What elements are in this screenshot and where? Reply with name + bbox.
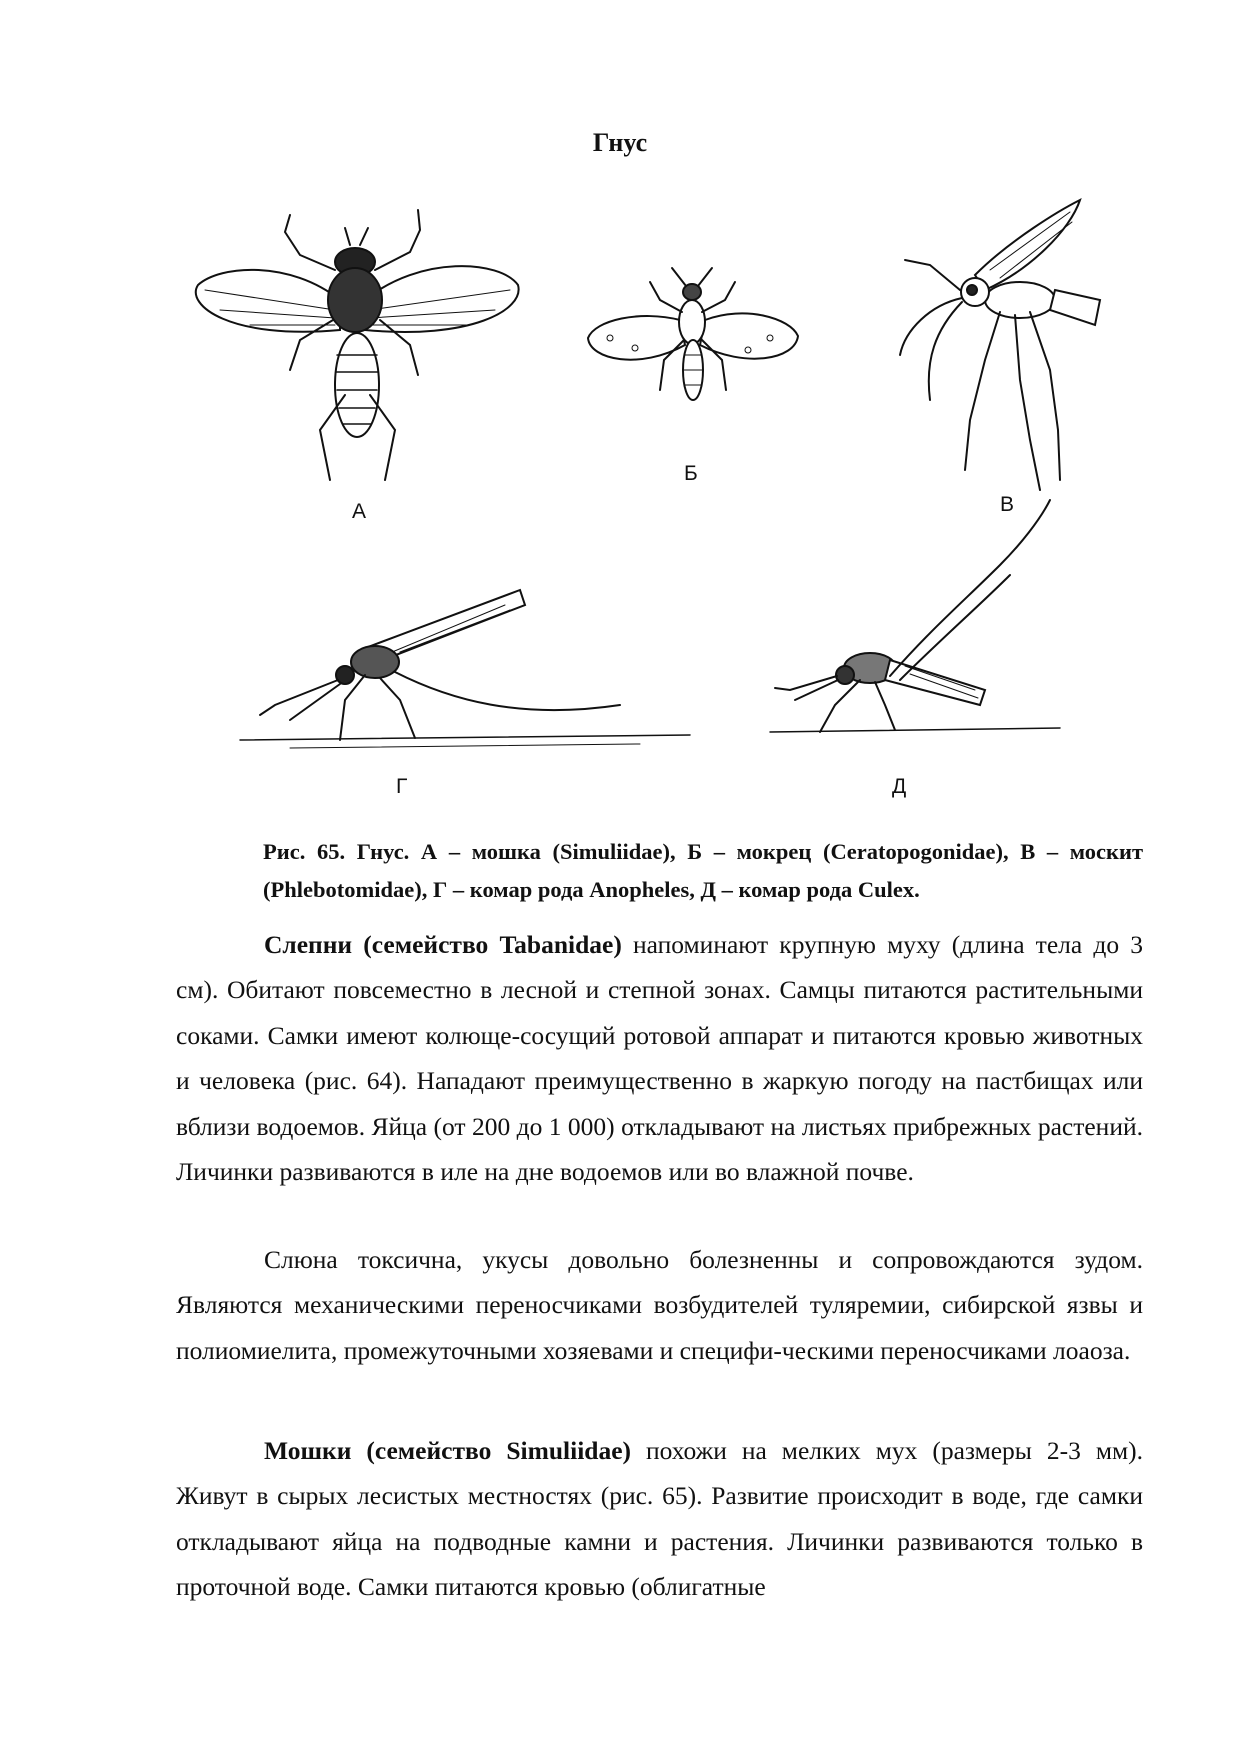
insect-d-drawing <box>770 500 1060 732</box>
figure-label-v: В <box>1000 493 1015 516</box>
paragraph-text: похожи на мелких мух (размеры 2-3 мм). Живут в сырых лесистых местностях (рис. 65). Развитие происходит в воде, где самки откладывают яйца на подводные камни и растения. Личинки развиваются только в проточной воде. Самки питаются кровью (облигатные <box>176 1436 1144 1602</box>
paragraph-saliva <box>176 1237 1143 1373</box>
insect-g-drawing <box>240 590 690 748</box>
paragraph-text: напоминают крупную муху (длина тела до 3 см). Обитают повсеместно в лесной и степной зонах. Самцы питаются растительными соками. Самки имеют колюще-сосущий ротовой аппарат и питаются кровью животных и человека (рис. 64). Нападают преимущественно в жаркую погоду на пастбищах или вблизи водоемов. Яйца (от 200 до 1 000) откладывают на листьях прибрежных растений. Личинки развиваются в иле на дне водоемов или во влажной почве. <box>176 930 1143 1187</box>
insect-illustrations <box>0 0 1240 820</box>
page-title: Гнус <box>592 128 648 157</box>
paragraph-lead: Мошки (семейство Simuliidae) <box>264 1436 632 1465</box>
insect-figure <box>0 0 1240 820</box>
figure-label-a: А <box>352 500 367 523</box>
paragraph-simuliidae <box>176 1428 1143 1610</box>
paragraph-tabanidae <box>176 922 1143 1194</box>
insect-v-drawing <box>900 200 1100 490</box>
insect-b-drawing <box>588 268 798 400</box>
insect-a-drawing <box>196 210 519 480</box>
figure-label-b: Б <box>684 462 698 485</box>
figure-caption: Рис. 65. Гнус. А – мошка (Simuliidae), Б – мокрец (Ceratopogonidae), В – москит (Phlebotomidae), Г – комар рода Anopheles, Д – комар рода Culex. <box>263 839 1143 902</box>
paragraph-lead: Слепни (семейство Tabanidae) <box>264 930 622 959</box>
figure-label-d: Д <box>892 775 907 798</box>
figure-label-g: Г <box>396 775 408 798</box>
paragraph-text: Слюна токсична, укусы довольно болезненны и сопровождаются зудом. Являются механическими переносчиками возбудителей туляремии, сибирской язвы и полиомиелита, промежуточными хозяевами и специфи-ческими переносчиками лоаоза. <box>176 1245 1143 1365</box>
